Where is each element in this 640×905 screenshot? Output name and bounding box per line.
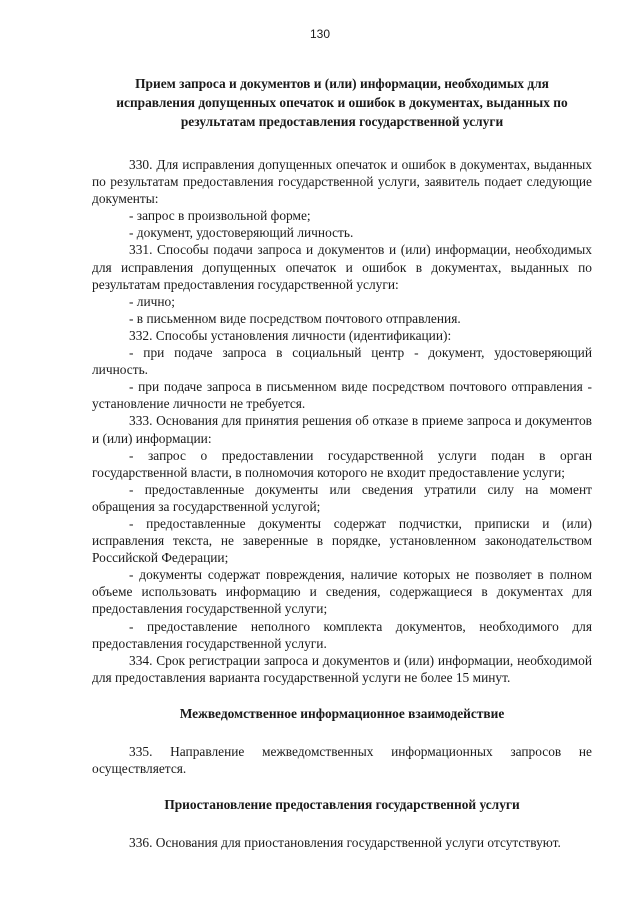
document-body xyxy=(92,74,592,851)
paragraph-330: 330. Для исправления допущенных опечаток и ошибок в документах, выданных по результатам предоставления государственной услуги, заявитель подает следующие документы: xyxy=(92,157,592,207)
list-item: - документы содержат повреждения, наличие которых не позволяет в полном объеме использовать информацию и сведения, содержащиеся в документах для предоставления государственной услуги; xyxy=(92,567,592,617)
page-number: 130 xyxy=(309,27,331,41)
list-item: - предоставленные документы содержат подчистки, приписки и (или) исправления текста, не заверенные в порядке, установленном законодательством Российской Федерации; xyxy=(92,515,592,566)
list-item: - запрос о предоставлении государственной услуги подан в орган государственной власти, в полномочия которого не входит предоставление услуги; xyxy=(92,447,592,480)
list-item: - предоставление неполного комплекта документов, необходимого для предоставления государственной услуги. xyxy=(92,618,592,651)
section-title-errors-correction: Прием запроса и документов и (или) информации, необходимых для исправления допущенных опечаток и ошибок в документах, выданных по результатам предоставления государственной услуги xyxy=(116,76,568,129)
list-item: - в письменном виде посредством почтового отправления. xyxy=(129,310,461,326)
paragraph-333: 333. Основания для принятия решения об отказе в приеме запроса и документов и (или) информации: xyxy=(92,413,592,446)
section-title-interagency: Межведомственное информационное взаимодействие xyxy=(179,705,505,721)
list-item: - предоставленные документы или сведения утратили силу на момент обращения за государственной услугой; xyxy=(92,481,592,514)
paragraph-334: 334. Срок регистрации запроса и документов и (или) информации, необходимой для предоставления варианта государственной услуги не более 15 минут. xyxy=(92,652,592,685)
list-item: - при подаче запроса в социальный центр - документ, удостоверяющий личность. xyxy=(92,345,592,378)
paragraph-331: 331. Способы подачи запроса и документов и (или) информации, необходимых для исправления допущенных опечаток и ошибок в документах, выданных по результатам предоставления государственной услуги: xyxy=(92,242,592,292)
list-item: - запрос в произвольной форме; xyxy=(129,208,311,224)
paragraph-335: 335. Направление межведомственных информационных запросов не осуществляется. xyxy=(92,743,592,776)
paragraph-336: 336. Основания для приостановления государственной услуги отсутствуют. xyxy=(129,835,561,851)
section-title-suspension: Приостановление предоставления государственной услуги xyxy=(164,797,520,813)
list-item: - документ, удостоверяющий личность. xyxy=(129,225,354,241)
list-item: - при подаче запроса в письменном виде посредством почтового отправления - установление личности не требуется. xyxy=(92,379,592,412)
list-item: - лично; xyxy=(129,293,175,309)
paragraph-332: 332. Способы установления личности (идентификации): xyxy=(129,327,452,343)
